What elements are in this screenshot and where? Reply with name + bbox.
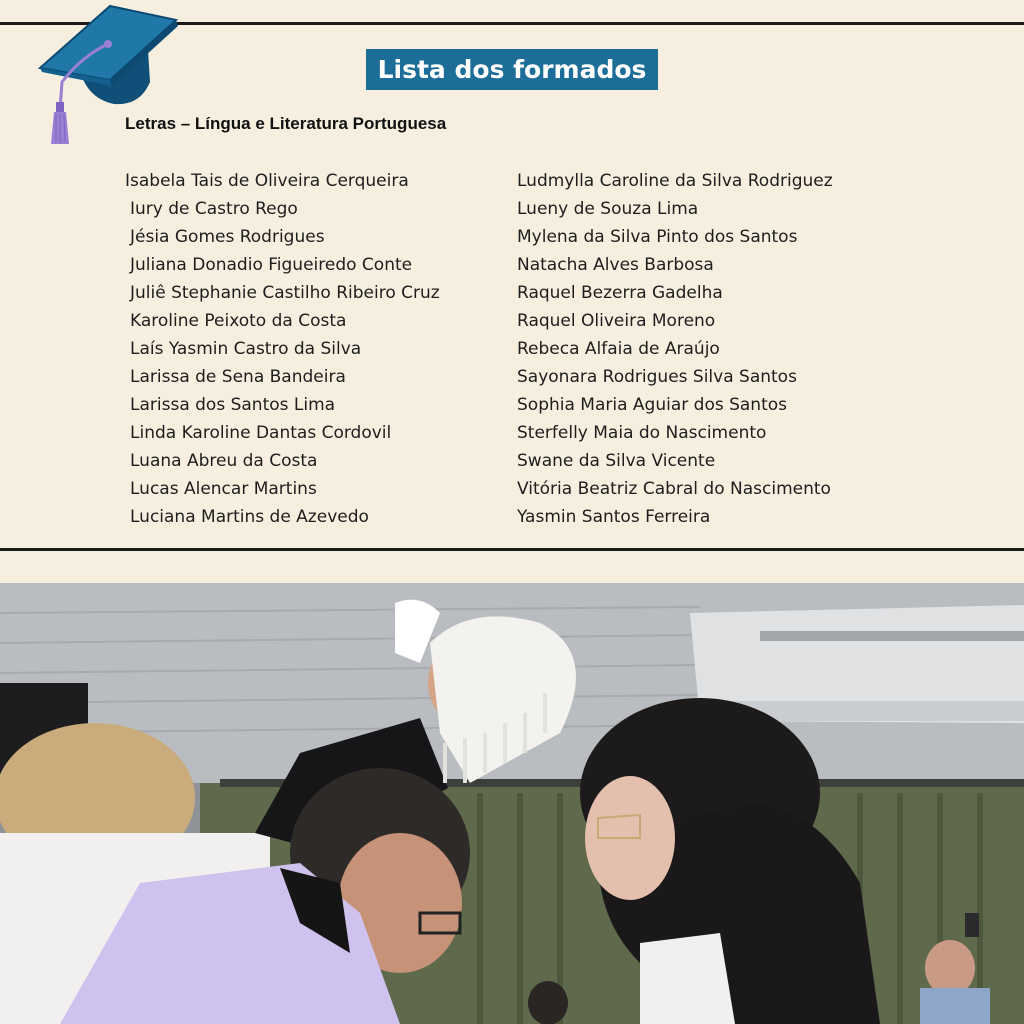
graduates-list-right [517, 167, 833, 531]
graduate-name: Vitória Beatriz Cabral do Nascimento [517, 479, 831, 499]
course-name: Letras – Língua e Literatura Portuguesa [125, 114, 447, 133]
graduates-list-left [125, 167, 440, 531]
graduate-name: Raquel Oliveira Moreno [517, 311, 716, 331]
graduate-name: Juliana Donadio Figueiredo Conte [130, 255, 413, 275]
graduate-name: Iury de Castro Rego [130, 199, 298, 219]
graduate-name: Luciana Martins de Azevedo [130, 507, 369, 527]
graduate-name: Rebeca Alfaia de Araújo [517, 339, 720, 359]
graduate-name: Sophia Maria Aguiar dos Santos [517, 395, 788, 415]
graduate-name: Sayonara Rodrigues Silva Santos [517, 367, 797, 387]
graduate-name: Swane da Silva Vicente [517, 451, 716, 471]
graduate-name: Jésia Gomes Rodrigues [130, 227, 325, 247]
ceremony-photo [0, 583, 1024, 1024]
graduate-name: Ludmylla Caroline da Silva Rodriguez [517, 171, 833, 191]
graduate-name: Yasmin Santos Ferreira [517, 507, 711, 527]
graduate-name: Larissa dos Santos Lima [130, 395, 336, 415]
graduate-name: Laís Yasmin Castro da Silva [130, 339, 362, 359]
graduate-name: Luana Abreu da Costa [130, 451, 318, 471]
graduate-name: Natacha Alves Barbosa [517, 255, 714, 275]
page-title: Lista dos formados [366, 49, 658, 90]
graduate-name: Mylena da Silva Pinto dos Santos [517, 227, 798, 247]
graduate-name: Lucas Alencar Martins [130, 479, 317, 499]
graduate-name: Raquel Bezerra Gadelha [517, 283, 723, 303]
graduate-name: Larissa de Sena Bandeira [130, 367, 346, 387]
graduate-name: Karoline Peixoto da Costa [130, 311, 347, 331]
bottom-divider [0, 548, 1024, 551]
graduate-name: Linda Karoline Dantas Cordovil [130, 423, 392, 443]
graduate-name: Juliê Stephanie Castilho Ribeiro Cruz [130, 283, 440, 303]
graduate-name: Sterfelly Maia do Nascimento [517, 423, 767, 443]
graduate-name: Isabela Tais de Oliveira Cerqueira [125, 171, 409, 191]
graduate-name: Lueny de Souza Lima [517, 199, 699, 219]
